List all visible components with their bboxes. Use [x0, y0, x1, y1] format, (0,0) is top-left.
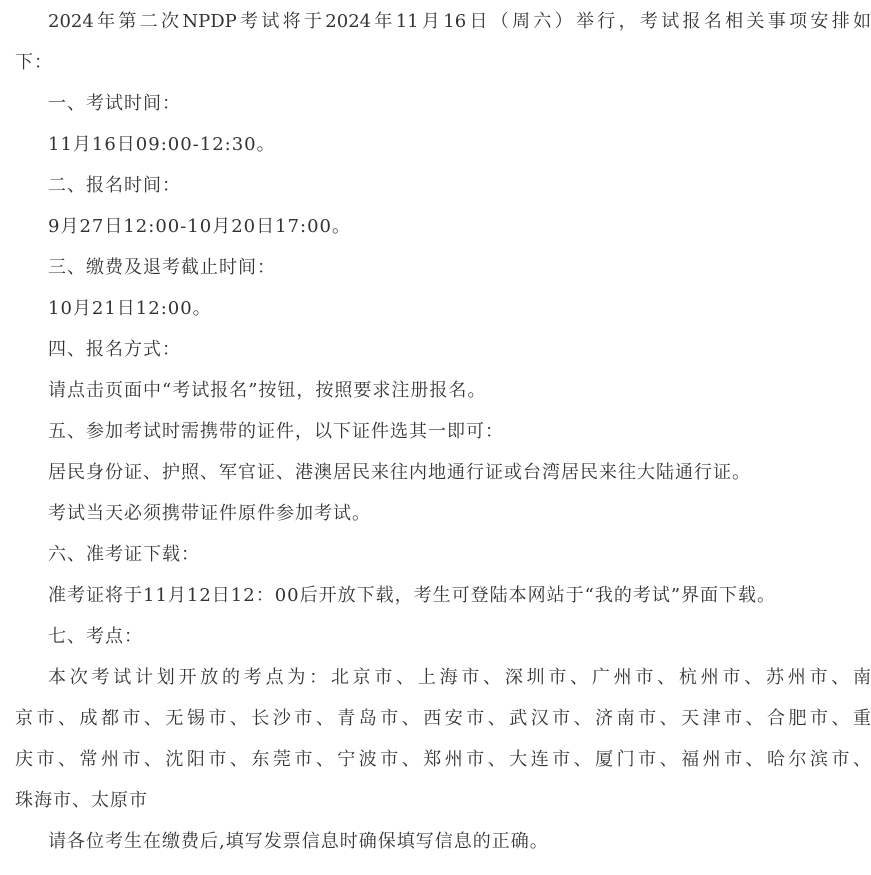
section-heading-registration-method: 四、报名方式：: [48, 339, 181, 360]
section-heading-registration-time: 二、报名时间：: [48, 175, 181, 196]
intro-paragraph-line-1: 2024年第二次NPDP考试将于2024年11月16日（周六）举行，考试报名相关事项安排如: [48, 11, 871, 32]
registration-method-value: 请点击页面中“考试报名”按钮，按照要求注册报名。: [48, 380, 487, 401]
section-heading-payment-deadline: 三、缴费及退考截止时间：: [48, 257, 276, 278]
section-heading-exam-time: 一、考试时间：: [48, 93, 181, 114]
exam-time-value: 11月16日09:00-12:30。: [48, 134, 276, 155]
admission-ticket-value: 准考证将于11月12日12：00后开放下载，考生可登陆本网站于“我的考试”界面下载。: [48, 585, 777, 606]
registration-time-value: 9月27日12:00-10月20日17:00。: [48, 216, 351, 237]
intro-paragraph-line-2: 下：: [15, 52, 53, 73]
test-centers-line-3: 庆市、常州市、沈阳市、东莞市、宁波市、郑州市、大连市、厦门市、福州市、哈尔滨市、: [15, 749, 871, 770]
test-centers-line-2: 京市、成都市、无锡市、长沙市、青岛市、西安市、武汉市、济南市、天津市、合肥市、重: [15, 708, 871, 729]
documents-note: 考试当天必须携带证件原件参加考试。: [48, 503, 371, 524]
test-centers-line-4: 珠海市、太原市: [15, 790, 148, 811]
test-centers-line-1: 本次考试计划开放的考点为：北京市、上海市、深圳市、广州市、杭州市、苏州市、南: [48, 667, 871, 688]
documents-list: 居民身份证、护照、军官证、港澳居民来往内地通行证或台湾居民来往大陆通行证。: [48, 462, 751, 483]
section-heading-documents: 五、参加考试时需携带的证件，以下证件选其一即可：: [48, 421, 504, 442]
section-heading-admission-ticket: 六、准考证下载：: [48, 544, 200, 565]
payment-deadline-value: 10月21日12:00。: [48, 298, 212, 319]
section-heading-test-centers: 七、考点：: [48, 626, 143, 647]
invoice-reminder: 请各位考生在缴费后,填写发票信息时确保填写信息的正确。: [48, 831, 549, 852]
